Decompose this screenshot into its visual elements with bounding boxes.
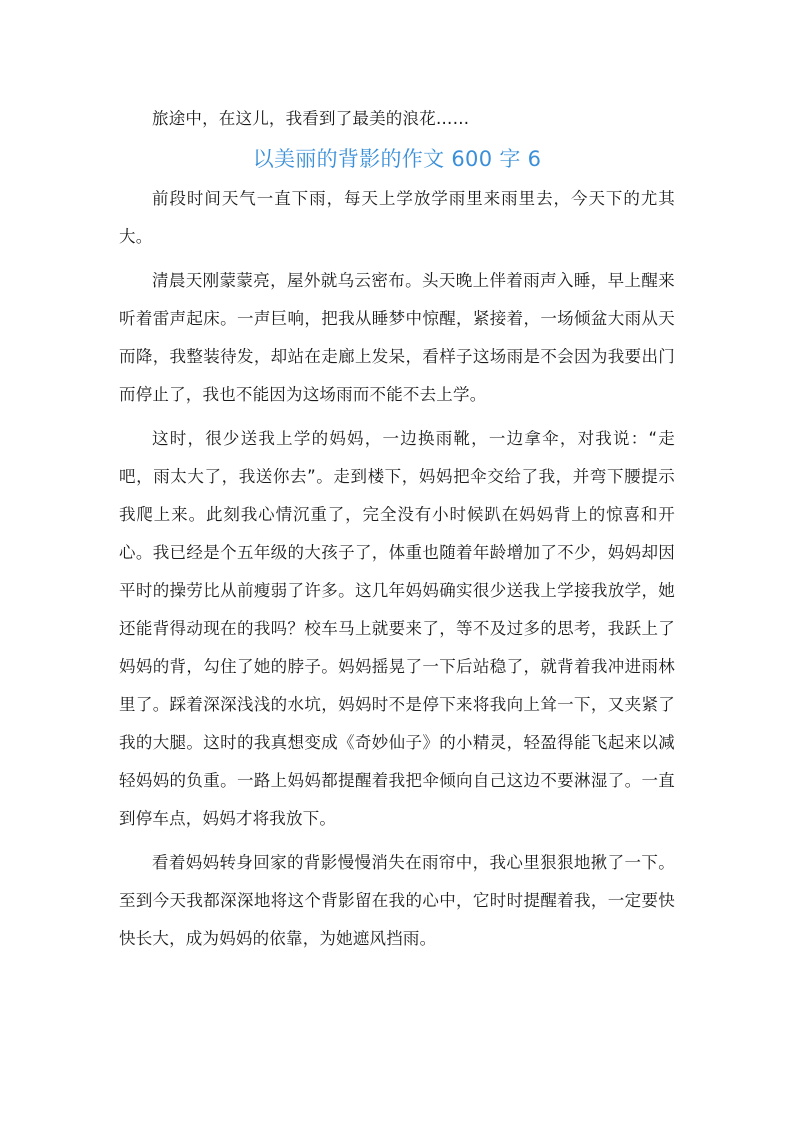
paragraph-2: 清晨天刚蒙蒙亮，屋外就乌云密布。头天晚上伴着雨声入睡，早上醒来听着雷声起床。一声巨响，把我从睡梦中惊醒，紧接着，一场倾盆大雨从天而降，我整装待发，却站在走廊上发呆，看样子这场雨是不会因为我要出门而停止了，我也不能因为这场雨而不能不去上学。: [119, 271, 675, 404]
intro-paragraph: 旅途中，在这儿，我看到了最美的浪花……: [152, 109, 470, 128]
document-body: [119, 100, 675, 958]
paragraph-1: 前段时间天气一直下雨，每天上学放学雨里来雨里去，今天下的尤其大。: [119, 189, 675, 246]
paragraph-4: 看着妈妈转身回家的背影慢慢消失在雨帘中，我心里狠狠地揪了一下。至到今天我都深深地将这个背影留在我的心中，它时时提醒着我，一定要快快长大，成为妈妈的依靠，为她遮风挡雨。: [119, 853, 675, 948]
paragraph-3: 这时，很少送我上学的妈妈，一边换雨靴，一边拿伞，对我说：“走吧，雨太大了，我送你去”。走到楼下，妈妈把伞交给了我，并弯下腰提示我爬上来。此刻我心情沉重了，完全没有小时候趴在妈妈背上的惊喜和开心。我已经是个五年级的大孩子了，体重也随着年龄增加了不少，妈妈却因平时的操劳比从前瘦弱了许多。这几年妈妈确实很少送我上学接我放学，她还能背得动现在的我吗？校车马上就要来了，等不及过多的思考，我跃上了妈妈的背，勾住了她的脖子。妈妈摇晃了一下后站稳了，就背着我冲进雨林里了。踩着深深浅浅的水坑，妈妈时不是停下来将我向上耸一下，又夹紧了我的大腿。这时的我真想变成《奇妙仙子》的小精灵，轻盈得能飞起来以减轻妈妈的负重。一路上妈妈都提醒着我把伞倾向自己这边不要淋湿了。一直到停车点，妈妈才将我放下。: [119, 429, 675, 828]
essay-title: 以美丽的背影的作文 600 字 6: [252, 147, 542, 171]
